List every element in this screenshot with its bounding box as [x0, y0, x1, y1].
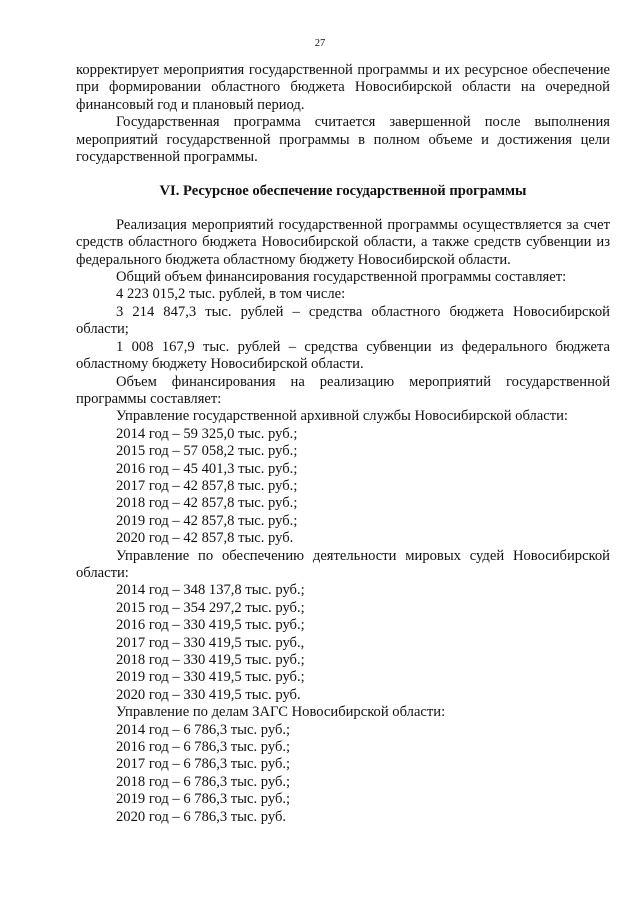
- section-heading: VI. Ресурсное обеспечение государственной программы: [159, 183, 527, 200]
- funding-line: 2019 год – 42 857,8 тыс. руб.;: [116, 512, 298, 529]
- page-number: 27: [314, 38, 326, 49]
- group-title-archive-service: Управление государственной архивной службы Новосибирской области:: [116, 408, 568, 425]
- funding-line: 2016 год – 6 786,3 тыс. руб.;: [116, 739, 291, 756]
- funding-line: 2018 год – 330 419,5 тыс. руб.;: [116, 652, 305, 668]
- funding-line: 2017 год – 6 786,3 тыс. руб.;: [116, 756, 291, 773]
- funding-line: 2016 год – 45 401,3 тыс. руб.;: [116, 460, 298, 477]
- funding-line: 2014 год – 348 137,8 тыс. руб.;: [116, 582, 305, 599]
- document-body: [76, 62, 610, 826]
- group-title-civil-registry: Управление по делам ЗАГС Новосибирской области:: [116, 704, 446, 721]
- paragraph-total-amount: 4 223 015,2 тыс. рублей, в том числе:: [116, 286, 346, 303]
- funding-line: 2019 год – 330 419,5 тыс. руб.;: [116, 669, 305, 686]
- paragraph-continuation: корректирует мероприятия государственной программы и их ресурсное обеспечение при формировании областного бюджета Новосибирской области на очередной финансовый год и плановый период.: [76, 62, 610, 113]
- funding-line: 2014 год – 6 786,3 тыс. руб.;: [116, 721, 291, 738]
- funding-line: 2015 год – 354 297,2 тыс. руб.;: [116, 599, 305, 616]
- paragraph-funding-sources: Реализация мероприятий государственной программы осуществляется за счет средств областного бюджета Новосибирской области, а также средств субвенции из федерального бюджета областному бюджету Новосибирской области.: [76, 216, 610, 268]
- paragraph-federal-subvention: 1 008 167,9 тыс. рублей – средства субвенции из федерального бюджета областному бюджету Новосибирской области.: [76, 338, 610, 373]
- funding-line: 2017 год – 330 419,5 тыс. руб.,: [116, 634, 305, 651]
- funding-line: 2020 год – 42 857,8 тыс. руб.: [116, 530, 294, 547]
- funding-line: 2014 год – 59 325,0 тыс. руб.;: [116, 425, 298, 442]
- funding-line: 2020 год – 330 419,5 тыс. руб.: [116, 686, 301, 703]
- funding-line: 2015 год – 57 058,2 тыс. руб.;: [116, 443, 298, 460]
- group-title-magistrates: Управление по обеспечению деятельности мировых судей Новосибирской области:: [76, 547, 610, 581]
- funding-line: 2017 год – 42 857,8 тыс. руб.;: [116, 477, 298, 494]
- paragraph-completion-criteria: Государственная программа считается завершенной после выполнения мероприятий государственной программы в полном объеме и достижения цели государственной программы.: [76, 114, 610, 166]
- funding-line: 2018 год – 6 786,3 тыс. руб.;: [116, 773, 291, 790]
- paragraph-funding-volume: Объем финансирования на реализацию мероприятий государственной программы составляет:: [76, 373, 610, 407]
- funding-line: 2016 год – 330 419,5 тыс. руб.;: [116, 617, 305, 634]
- funding-line: 2018 год – 42 857,8 тыс. руб.;: [116, 495, 298, 512]
- paragraph-regional-budget: 3 214 847,3 тыс. рублей – средства областного бюджета Новосибирской области;: [76, 303, 610, 338]
- paragraph-total-volume: Общий объем финансирования государственной программы составляет:: [116, 269, 567, 286]
- funding-line: 2020 год – 6 786,3 тыс. руб.: [116, 808, 287, 825]
- funding-line: 2019 год – 6 786,3 тыс. руб.;: [116, 791, 291, 808]
